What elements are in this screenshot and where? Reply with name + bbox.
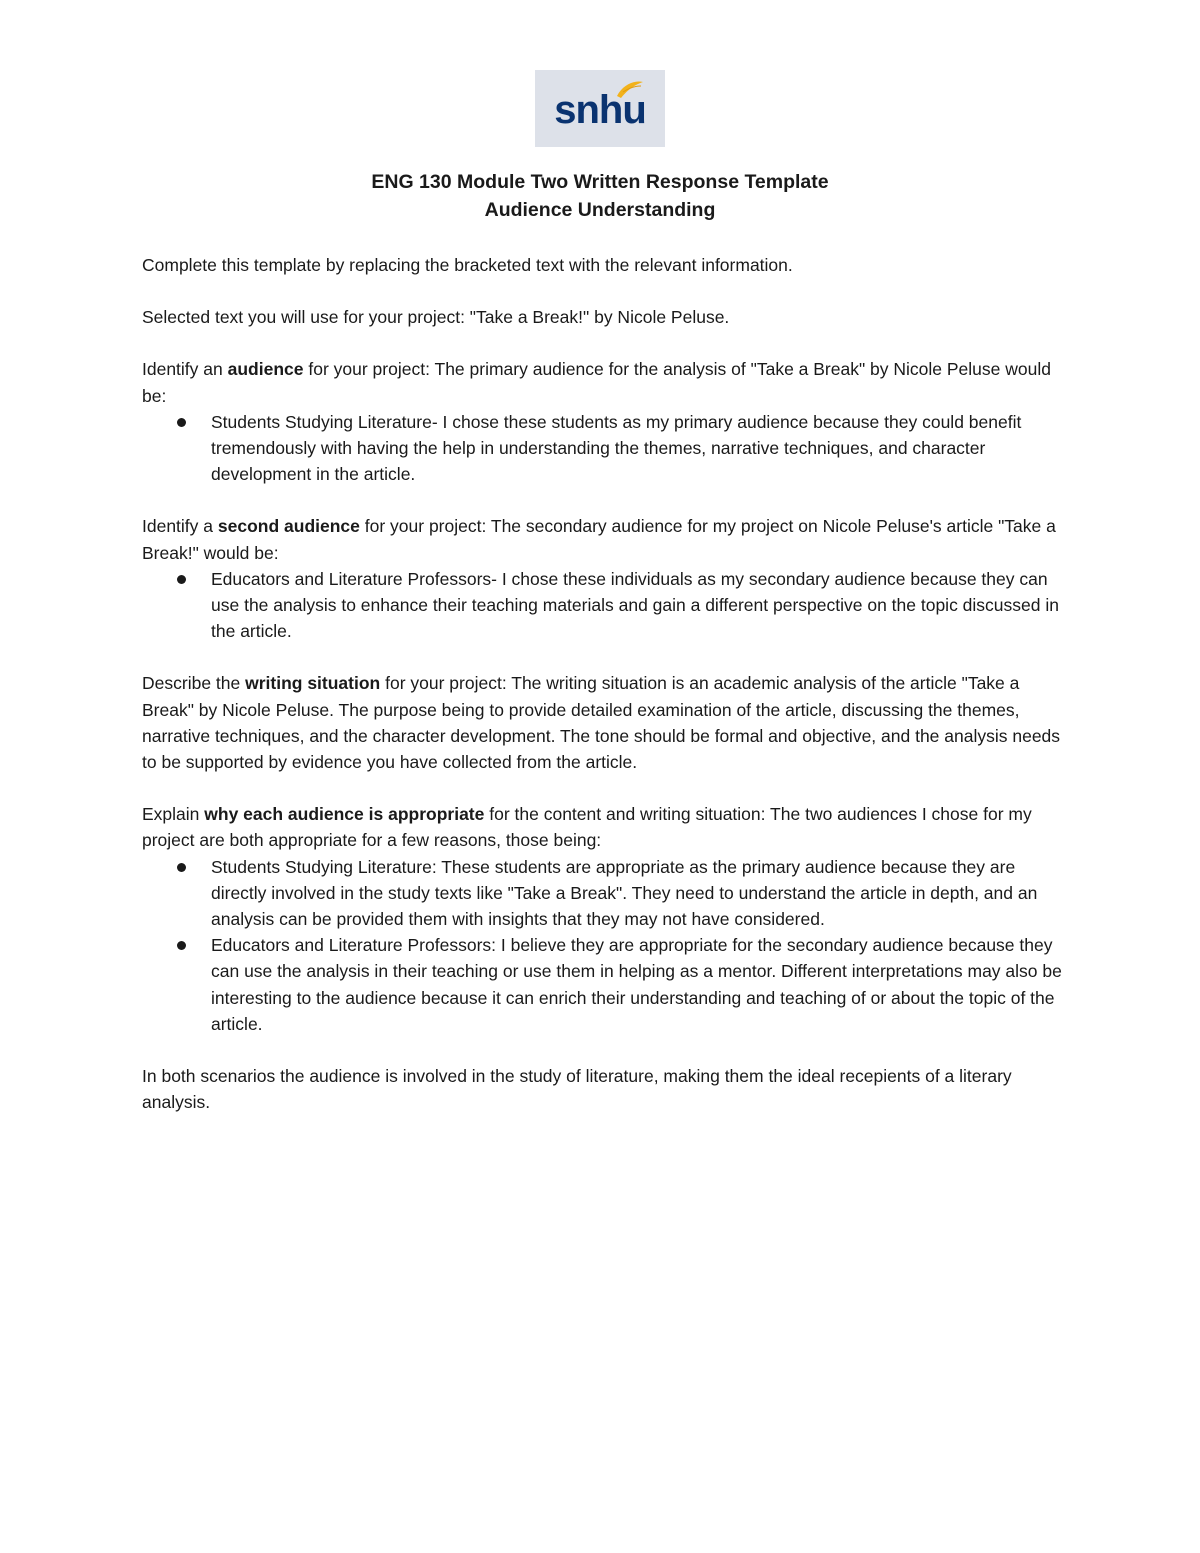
- appropriateness-prompt-bold: why each audience is appropriate: [204, 804, 485, 825]
- writing-situation-paragraph: [142, 670, 1072, 775]
- selected-text-prompt: Selected text you will use for your project:: [142, 307, 465, 328]
- writing-situation-prompt-bold: writing situation: [245, 673, 381, 694]
- writing-situation-prompt-post: for your project:: [380, 673, 507, 694]
- bullet-icon: [177, 941, 186, 950]
- appropriateness-paragraph: [142, 801, 1072, 853]
- audience2-prompt-pre: Identify a: [142, 516, 218, 537]
- list-item: [211, 854, 1072, 933]
- audience2-prompt-post: for your project:: [359, 516, 487, 537]
- audience1-prompt-bold: audience: [227, 359, 304, 380]
- audience2-answer: The secondary audience for my project on Nicole Peluse's article "Take a Break!" would be:: [142, 516, 1056, 563]
- list-item-text: Educators and Literature Professors- I chose these individuals as my secondary audience because they can use the analysis to enhance their teaching materials and gain a different perspective on the topic discussed in the article.: [211, 568, 1059, 642]
- selected-text-answer: "Take a Break!" by Nicole Peluse.: [464, 307, 730, 328]
- writing-situation-answer: The writing situation is an academic analysis of the article "Take a Break" by Nicole Peluse. The purpose being to provide detailed examination of the article, discussing the themes, narrative techniques, and the character development. The tone should be formal and objective, and the analysis needs to be supported by evidence you have collected from the article.: [142, 673, 1061, 773]
- audience2-prompt-bold: second audience: [217, 516, 360, 537]
- snhu-logo: [535, 70, 665, 147]
- conclusion-paragraph: In both scenarios the audience is involved in the study of literature, making them the ideal recepients of a literary analysis.: [142, 1066, 1012, 1113]
- bullet-icon: [177, 863, 186, 872]
- intro-paragraph: Complete this template by replacing the bracketed text with the relevant information.: [142, 255, 793, 275]
- bullet-icon: [177, 575, 186, 584]
- audience1-prompt-post: for your project:: [303, 359, 430, 380]
- list-item: [211, 932, 1072, 1037]
- list-item: [211, 566, 1072, 645]
- list-item-text: Students Studying Literature: These students are appropriate as the primary audience because they are directly involved in the study texts like "Take a Break". They need to understand the article in depth, and an analysis can be provided them with insights that they may not have considered.: [211, 856, 1038, 930]
- document-title: ENG 130 Module Two Written Response Template: [371, 171, 829, 193]
- logo-text: snhu: [554, 88, 646, 132]
- audience2-paragraph: [142, 513, 1072, 565]
- document-header: [0, 168, 1200, 224]
- audience2-list: [142, 566, 1072, 645]
- audience1-list: [142, 409, 1072, 488]
- list-item-text: Educators and Literature Professors: I believe they are appropriate for the secondary audience because they can use the analysis in their teaching or use them in helping as a mentor. Different interpretations may also be interesting to the audience because it can enrich their understanding and teaching of or about the topic of the article.: [211, 935, 1062, 1034]
- appropriateness-prompt-pre: Explain: [142, 804, 205, 825]
- list-item: [211, 409, 1072, 488]
- audience1-prompt-pre: Identify an: [142, 359, 228, 380]
- selected-text-paragraph: [142, 304, 1072, 330]
- audience1-paragraph: [142, 356, 1072, 408]
- appropriateness-list: [142, 854, 1072, 1037]
- appropriateness-prompt-post: for the content and writing situation:: [484, 804, 766, 825]
- document-subtitle: Audience Understanding: [484, 199, 716, 221]
- bullet-icon: [177, 418, 186, 427]
- writing-situation-prompt-pre: Describe the: [142, 673, 246, 694]
- audience1-answer: The primary audience for the analysis of "Take a Break" by Nicole Peluse would be:: [142, 359, 1051, 406]
- appropriateness-answer: The two audiences I chose for my project are both appropriate for a few reasons, those being:: [142, 804, 1032, 851]
- list-item-text: Students Studying Literature- I chose these students as my primary audience because they could benefit tremendously with having the help in understanding the themes, narrative techniques, and character development in the article.: [211, 411, 1022, 485]
- document-body: [142, 252, 1072, 1141]
